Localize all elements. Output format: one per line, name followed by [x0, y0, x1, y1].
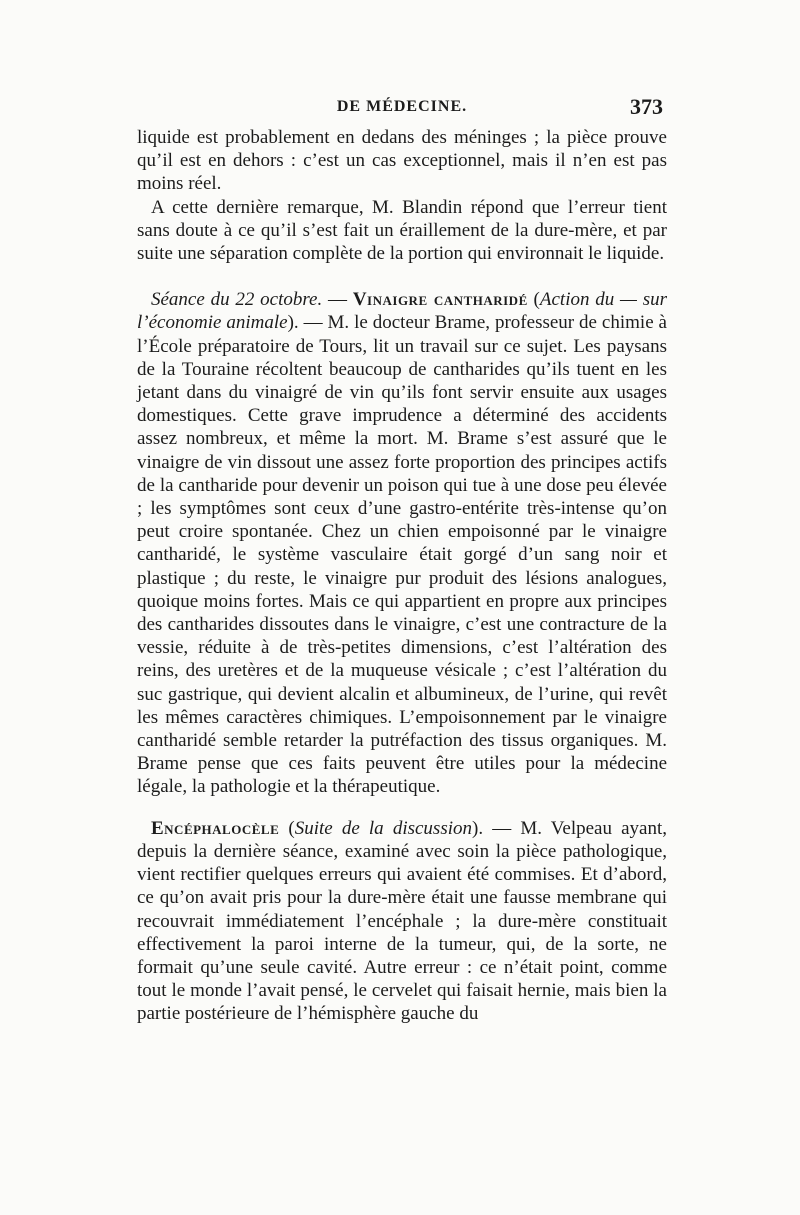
paragraph-blandin-reply: A cette dernière remarque, M. Blandin répond que l’erreur tient sans doute à ce qu’il s’est fait un éraillement de la dure-mère, et par suite une séparation complète de la portion qui environnait le liquide.: [137, 196, 667, 265]
paragraph-body: — M. le docteur Brame, professeur de chimie à l’École préparatoire de Tours, lit un travail sur ce sujet. Les paysans de la Touraine récoltent beaucoup de cantharides qu’ils tuent en les jetant dans du vinaigré de vin qu’ils font servir ensuite aux usages domestiques. Cette grave imprudence a déterminé des accidents assez nombreux, et même la mort. M. Brame s’est assuré que le vinaigre de vin dissout une assez forte proportion des principes actifs de la cantharide pour devenir un poison qui tue à une dose peu élevée ; les symptômes sont ceux d’une gastro-entérite très-intense qu’on peut croire spontanée. Chez un chien empoisonné par le vinaigre cantharidé, le système vasculaire était gorgé d’un sang noir et plastique ; du reste, le vinaigre pur produit des lésions analogues, quoique moins fortes. Mais ce qui appartient en propre aux principes des cantharides dissoutes dans le vinaigre, c’est une contracture de la vessie, réduite à de très-petites dimensions, c’est l’altération des reins, des uretères et de la muqueuse vésicale ; c’est l’altération du suc gastrique, qui devient alcalin et albumineux, de l’urine, qui revêt les mêmes caractères chimiques. L’empoisonnement par le vinaigre cantharidé semble retarder la putréfaction des tissus organiques. M. Brame pense que ces faits peuvent être utiles pour la médecine légale, la pathologie et la thérapeutique.: [137, 312, 667, 798]
section-gap: [137, 265, 667, 288]
paren-close: ).: [472, 817, 484, 839]
paragraph-body: — M. Velpeau ayant, depuis la dernière séance, examiné avec soin la pièce pathologique, vient rectifier quelques erreurs qui avaient été commises. Et d’abord, ce qu’on avait pris pour la dure-mère était une fausse membrane qui recouvrait immédiatement l’encéphale ; la dure-mère constituait effectivement la paroi interne de la tumeur, qui, de la sorte, ne formait qu’une seule cavité. Autre erreur : ce n’était point, comme tout le monde l’avait pensé, le cervelet qui faisait hernie, mais bien la partie postérieure de l’hémisphère gauche du: [137, 817, 667, 1025]
section-subtitle: Action du — sur l’économie animale: [137, 289, 668, 334]
page-header: [137, 96, 667, 126]
paren-open: (: [527, 289, 540, 311]
running-title: DE MÉDECINE.: [336, 98, 468, 115]
paren-open: (: [279, 817, 295, 839]
paragraph-vinaigre-cantharide: [137, 288, 667, 798]
page-number: 373: [630, 94, 663, 119]
section-subtitle: Suite de la discussion: [294, 817, 472, 839]
session-date: Séance du 22 octobre.: [151, 289, 323, 311]
paren-close: ).: [287, 312, 299, 334]
book-page: [137, 96, 667, 1026]
section-subject: Encéphalocèle: [151, 817, 280, 839]
section-subject: Vinaigre cantharidé: [352, 289, 528, 311]
separator-dash: —: [322, 289, 353, 311]
paragraph-encephalocele: [137, 817, 667, 1026]
paragraph-continuation: liquide est probablement en dedans des méninges ; la pièce prouve qu’il est en dehors : c’est un cas exceptionnel, mais il n’en est pas moins réel.: [137, 127, 667, 195]
section-gap: [137, 799, 667, 817]
